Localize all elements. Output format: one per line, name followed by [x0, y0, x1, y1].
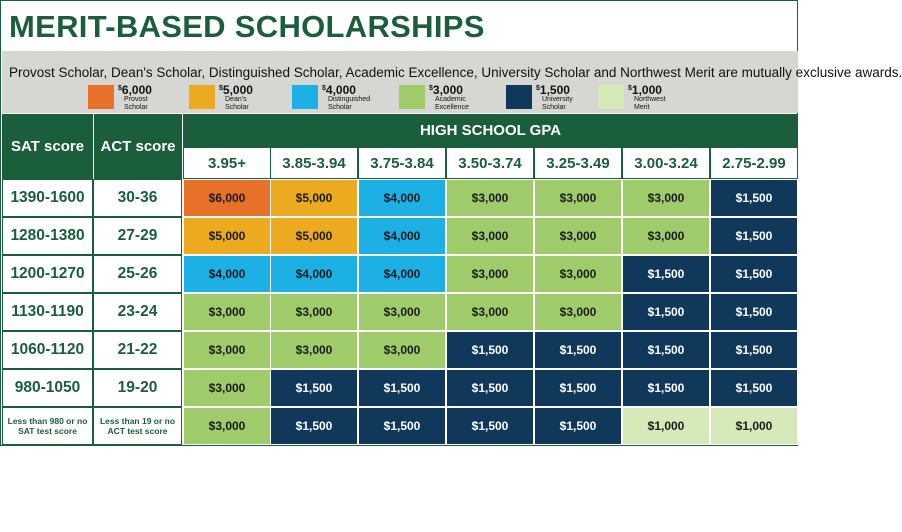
award-cell: $4,000 [358, 179, 446, 217]
act-range: 30-36 [93, 179, 182, 217]
award-cell: $3,000 [534, 293, 622, 331]
award-cell: $1,500 [710, 217, 798, 255]
gpa-column-header: 3.00-3.24 [622, 147, 710, 179]
award-cell: $6,000 [183, 179, 271, 217]
award-cell: $1,500 [622, 293, 710, 331]
award-cell: $3,000 [183, 369, 271, 407]
exclusivity-note: Provost Scholar, Dean's Scholar, Distinguished Scholar, Academic Excellence, University Scholar and Northwest Merit are mutually exclusive awards. [9, 65, 902, 80]
award-cell: $1,500 [710, 369, 798, 407]
award-cell: $1,500 [622, 331, 710, 369]
award-cell: $1,500 [446, 369, 534, 407]
award-cell: $3,000 [622, 217, 710, 255]
legend-amount: $4,000 [322, 83, 356, 97]
page-title: MERIT-BASED SCHOLARSHIPS [9, 9, 485, 44]
gpa-column-header: 2.75-2.99 [710, 147, 798, 179]
act-range: 27-29 [93, 217, 182, 255]
award-cell: $1,500 [534, 369, 622, 407]
legend-label: Academic Excellence [435, 96, 469, 111]
award-cell: $1,500 [270, 369, 358, 407]
sat-range: 1390-1600 [2, 179, 93, 217]
legend-swatch [506, 85, 532, 109]
award-cell: $1,500 [358, 369, 446, 407]
award-cell: $3,000 [358, 293, 446, 331]
award-cell: $4,000 [270, 255, 358, 293]
sat-range: 1200-1270 [2, 255, 93, 293]
award-cell: $5,000 [183, 217, 271, 255]
award-cell: $4,000 [183, 255, 271, 293]
award-cell: $3,000 [446, 217, 534, 255]
gpa-column-header: 3.75-3.84 [358, 147, 446, 179]
legend-label: Dean's Scholar [225, 96, 249, 111]
award-cell: $1,000 [622, 407, 710, 445]
sat-range: Less than 980 or no SAT test score [2, 407, 93, 445]
act-range: 21-22 [93, 331, 182, 369]
gpa-column-header: 3.25-3.49 [534, 147, 622, 179]
sat-range: 980-1050 [2, 369, 93, 407]
sat-score-header: SAT score [2, 114, 93, 179]
award-cell: $1,500 [710, 179, 798, 217]
award-cell: $1,500 [270, 407, 358, 445]
award-cell: $3,000 [270, 293, 358, 331]
award-cell: $1,500 [710, 255, 798, 293]
gpa-header: HIGH SCHOOL GPA [183, 114, 798, 147]
award-cell: $4,000 [358, 255, 446, 293]
award-cell: $1,500 [622, 255, 710, 293]
legend-label: University Scholar [542, 96, 573, 111]
award-cell: $3,000 [534, 179, 622, 217]
legend-label: Provost Scholar [124, 96, 148, 111]
legend-amount: $1,000 [628, 83, 662, 97]
award-cell: $3,000 [534, 217, 622, 255]
act-range: 23-24 [93, 293, 182, 331]
award-cell: $3,000 [534, 255, 622, 293]
award-cell: $3,000 [270, 331, 358, 369]
award-cell: $1,500 [446, 407, 534, 445]
award-cell: $3,000 [446, 179, 534, 217]
act-score-header: ACT score [93, 114, 182, 179]
award-cell: $3,000 [446, 293, 534, 331]
award-cell: $1,500 [446, 331, 534, 369]
legend-swatch [399, 85, 425, 109]
legend-swatch [598, 85, 624, 109]
legend-amount: $1,500 [536, 83, 570, 97]
award-cell: $1,500 [710, 293, 798, 331]
act-range: 25-26 [93, 255, 182, 293]
legend-amount: $5,000 [219, 83, 253, 97]
award-cell: $1,500 [534, 407, 622, 445]
award-cell: $3,000 [446, 255, 534, 293]
legend-swatch [88, 85, 114, 109]
award-cell: $4,000 [358, 217, 446, 255]
sat-range: 1130-1190 [2, 293, 93, 331]
gpa-column-header: 3.95+ [183, 147, 271, 179]
act-range: Less than 19 or no ACT test score [93, 407, 182, 445]
award-cell: $1,500 [358, 407, 446, 445]
award-cell: $3,000 [183, 407, 271, 445]
legend-label: Distinguished Scholar [328, 96, 371, 111]
award-cell: $1,000 [710, 407, 798, 445]
legend-amount: $3,000 [429, 83, 463, 97]
award-cell: $3,000 [358, 331, 446, 369]
award-cell: $5,000 [270, 217, 358, 255]
legend-swatch [189, 85, 215, 109]
award-cell: $1,500 [534, 331, 622, 369]
award-cell: $3,000 [183, 331, 271, 369]
legend-amount: $6,000 [118, 83, 152, 97]
award-cell: $1,500 [622, 369, 710, 407]
award-cell: $3,000 [622, 179, 710, 217]
gpa-column-header: 3.50-3.74 [446, 147, 534, 179]
legend-label: Northwest Merit [634, 96, 666, 111]
award-cell: $5,000 [270, 179, 358, 217]
gpa-column-header: 3.85-3.94 [270, 147, 358, 179]
sat-range: 1060-1120 [2, 331, 93, 369]
sat-range: 1280-1380 [2, 217, 93, 255]
legend-swatch [292, 85, 318, 109]
award-cell: $1,500 [710, 331, 798, 369]
act-range: 19-20 [93, 369, 182, 407]
award-cell: $3,000 [183, 293, 271, 331]
